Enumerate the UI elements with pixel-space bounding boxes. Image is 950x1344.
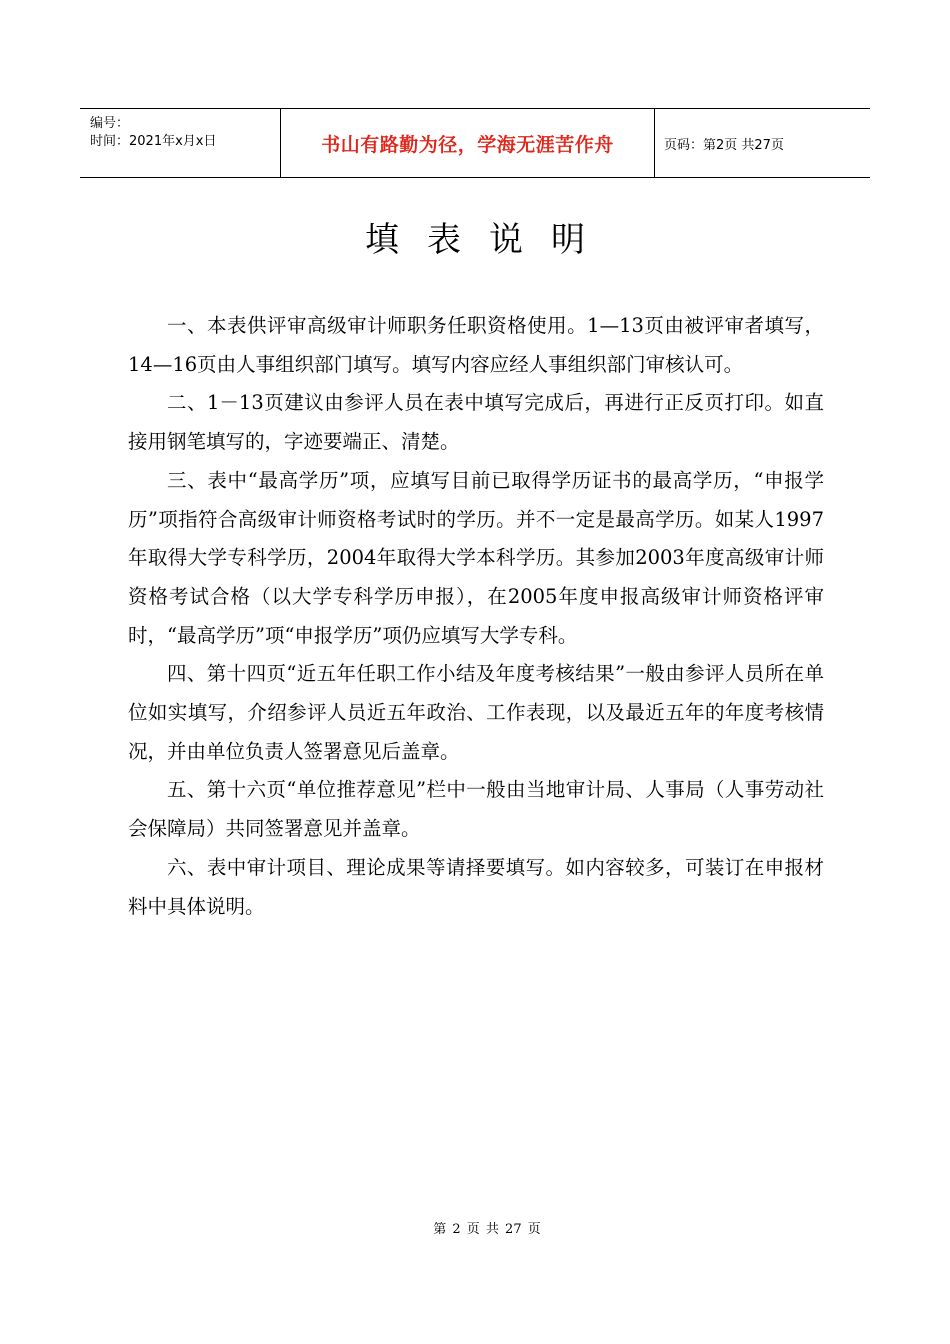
instruction-paragraph-4: 四、第十四页“近五年任职工作小结及年度考核结果”一般由参评人员所在单位如实填写，介绍参评人员近五年政治、工作表现，以及最近五年的年度考核情况，并由单位负责人签署意见后盖章。 bbox=[128, 662, 824, 763]
instruction-paragraph-1: 一、本表供评审高级审计师职务任职资格使用。1—13页由被评审者填写， 14—16页由人事组织部门填写。填写内容应经人事组织部门审核认可。 bbox=[128, 314, 824, 376]
header-meta-cell bbox=[80, 109, 281, 177]
document-number: 编号： bbox=[90, 116, 130, 131]
page-footer: 第 2 页 共 27 页 bbox=[433, 1222, 541, 1237]
document-header bbox=[80, 108, 870, 178]
instruction-paragraph-6: 六、表中审计项目、理论成果等请择要填写。如内容较多，可装订在申报材料中具体说明。 bbox=[128, 855, 824, 918]
instruction-paragraph-3: 三、表中“最高学历”项，应填写目前已取得学历证书的最高学历，“申报学历”项指符合高级审计师资格考试时的学历。并不一定是最高学历。如某人1997年取得大学专科学历，2004年取得大学本科学历。其参加2003年度高级审计师资格考试合格（以大学专科学历申报），在2005年度申报高级审计师资格评审时，“最高学历”项“申报学历”项仍应填写大学专科。 bbox=[128, 468, 824, 647]
instructions-body bbox=[128, 307, 824, 926]
instruction-paragraph-2: 二、1－13页建议由参评人员在表中填写完成后，再进行正反页打印。如直接用钢笔填写的，字迹要端正、清楚。 bbox=[128, 391, 824, 454]
document-time: 时间：2021年x月x日 bbox=[90, 134, 217, 149]
page-title: 填表说明 bbox=[365, 220, 613, 260]
header-page-cell bbox=[655, 109, 870, 177]
header-page-info: 页码：第2页 共27页 bbox=[664, 137, 784, 153]
instruction-paragraph-5: 五、第十六页“单位推荐意见”栏中一般由当地审计局、人事局（人事劳动社会保障局）共同签署意见并盖章。 bbox=[128, 778, 824, 841]
header-motto-cell bbox=[281, 109, 655, 177]
header-motto: 书山有路勤为径，学海无涯苦作舟 bbox=[321, 133, 614, 156]
